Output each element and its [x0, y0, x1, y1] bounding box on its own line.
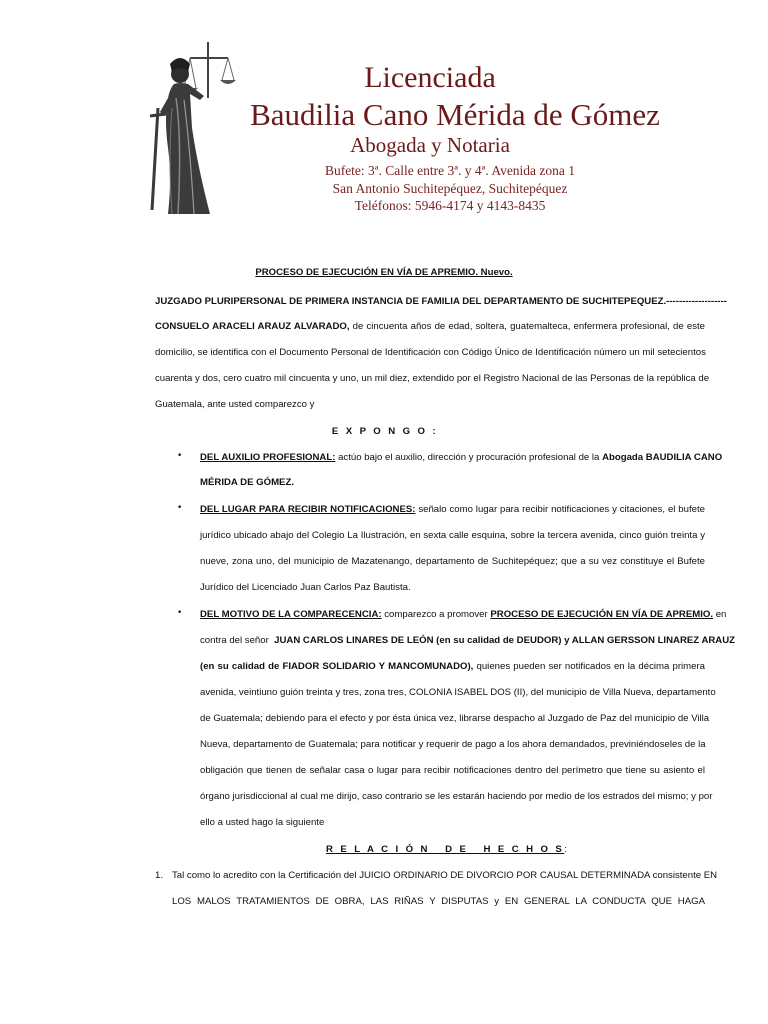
bullet-auxilio-line-1 — [200, 451, 723, 464]
bullet-dot: • — [177, 608, 183, 618]
section-expongo: E X P O N G O : — [331, 426, 439, 437]
bullet-motivo-line-2 — [200, 634, 736, 647]
letterhead-city: San Antonio Suchitepéquez, Suchitepéquez — [332, 181, 568, 196]
section-hechos-colon: : — [564, 844, 567, 855]
bullet-lugar-line-2: jurídico ubicado abajo del Colegio La Ilustración, en sexta calle esquina, sobre la tercera avenida, cinco guión treinta y — [200, 530, 705, 541]
bullet-motivo-line-3-text: quienes pueden ser notificados en la décima primera — [476, 661, 706, 672]
bullet-motivo-line-4: avenida, veintiuno guión treinta y tres, zona tres, COLONIA ISABEL DOS (II), del municipio de Villa Nueva, departamento — [200, 687, 716, 698]
bullet-lugar-line-3: nueve, zona uno, del municipio de Mazatenango, departamento de Suchitepéquez; que a su vez constituye el Bufete — [200, 556, 705, 567]
bullet-auxilio-text: actúo bajo el auxilio, dirección y procuración profesional de la — [338, 452, 600, 463]
bullet-lugar-text: señalo como lugar para recibir notificaciones y citaciones, el bufete — [418, 504, 705, 515]
bullet-motivo-en: en — [715, 609, 727, 620]
bullet-motivo-line-7: obligación que tienen de señalar casa o lugar para recibir notificaciones dentro del perímetro que tiene su asiento el — [200, 765, 705, 776]
fact-1-line-1 — [172, 869, 718, 882]
bullet-auxilio-bold: Abogada BAUDILIA CANO — [602, 452, 723, 463]
intro-line-1 — [155, 320, 705, 333]
defendant-role: (en su calidad de FIADOR SOLIDARIO Y MANCOMUNADO), — [200, 661, 474, 672]
fact-1-intro: Tal como lo acredito con la Certificación del — [172, 870, 357, 881]
document-heading: PROCESO DE EJECUCIÓN EN VÍA DE APREMIO. Nuevo. — [255, 267, 513, 278]
bullet-motivo-line-3 — [200, 660, 705, 673]
fact-1-judgment: JUICIO ORDINARIO DE DIVORCIO POR CAUSAL DETERMINADA — [359, 870, 650, 881]
intro-line-4: Guatemala, ante usted comparezco y — [155, 399, 315, 410]
bullet-auxilio-line-2: MÉRIDA DE GÓMEZ. — [200, 477, 294, 488]
letterhead-address: Bufete: 3ª. Calle entre 3ª. y 4ª. Avenida zona 1 — [324, 163, 576, 178]
intro-line-2: domicilio, se identifica con el Documento Personal de Identificación con Código Único de Identificación número un mil setecientos — [155, 347, 706, 358]
bullet-motivo-label: DEL MOTIVO DE LA COMPARECENCIA: — [200, 609, 382, 620]
defendants: JUAN CARLOS LINARES DE LEÓN (en su calidad de DEUDOR) y ALLAN GERSSON LINAREZ ARAUZ — [274, 635, 736, 646]
section-hechos-label: R E L A C I Ó N D E H E C H O S — [326, 844, 565, 855]
court-line: JUZGADO PLURIPERSONAL DE PRIMERA INSTANCIA DE FAMILIA DEL DEPARTAMENTO DE SUCHITEPEQUEZ.------------------- — [155, 296, 727, 307]
fact-number: 1. — [155, 870, 164, 881]
bullet-dot: • — [177, 503, 183, 513]
bullet-auxilio-label: DEL AUXILIO PROFESIONAL: — [200, 452, 336, 463]
bullet-motivo-line-1 — [200, 608, 727, 621]
bullet-dot: • — [177, 451, 183, 461]
bullet-motivo-process: PROCESO DE EJECUCIÓN EN VÍA DE APREMIO. — [490, 609, 714, 620]
bullet-lugar-line-1 — [200, 503, 705, 516]
bullet-motivo-text: comparezco a promover — [384, 609, 488, 620]
fact-1-consistente: consistente EN — [652, 870, 718, 881]
letterhead-phones: Teléfonos: 5946-4174 y 4143-8435 — [354, 198, 546, 213]
letterhead-title: Licenciada — [364, 61, 496, 94]
fact-1-line-2: LOS MALOS TRATAMIENTOS DE OBRA, LAS RIÑAS Y DISPUTAS y EN GENERAL LA CONDUCTA QUE HAGA — [172, 896, 705, 907]
bullet-motivo-line-6: Nueva, departamento de Guatemala; para notificar y requerir de pago a los ahora demandados, previniéndoseles de la — [200, 739, 706, 750]
bullet-motivo-line-5: de Guatemala; debiendo para el efecto y por ésta única vez, librarse despacho al Juzgado de Paz del municipio de Villa — [200, 713, 710, 724]
bullet-motivo-contra: contra del señor — [200, 635, 269, 646]
bullet-lugar-line-4: Jurídico del Licenciado Juan Carlos Paz Bautista. — [200, 582, 411, 593]
bullet-lugar-label: DEL LUGAR PARA RECIBIR NOTIFICACIONES: — [200, 504, 416, 515]
bullet-motivo-line-9: ello a usted hago la siguiente — [200, 817, 325, 828]
letterhead-name: Baudilia Cano Mérida de Gómez — [250, 97, 660, 132]
letterhead-profession: Abogada y Notaria — [350, 133, 510, 157]
plaintiff-name: CONSUELO ARACELI ARAUZ ALVARADO, — [155, 321, 350, 332]
section-hechos — [326, 843, 567, 856]
intro-line-1-text: de cincuenta años de edad, soltera, guatemalteca, enfermera profesional, de este — [352, 321, 705, 332]
intro-line-3: cuarenta y dos, cero cuatro mil cincuenta y uno, un mil diez, extendido por el Registro Nacional de las Personas de la república de — [155, 373, 710, 384]
bullet-motivo-line-8: órgano jurisdiccional al cual me dirijo, caso contrario se les estarán haciendo por medio de los estrados del mismo; y por — [200, 791, 713, 802]
